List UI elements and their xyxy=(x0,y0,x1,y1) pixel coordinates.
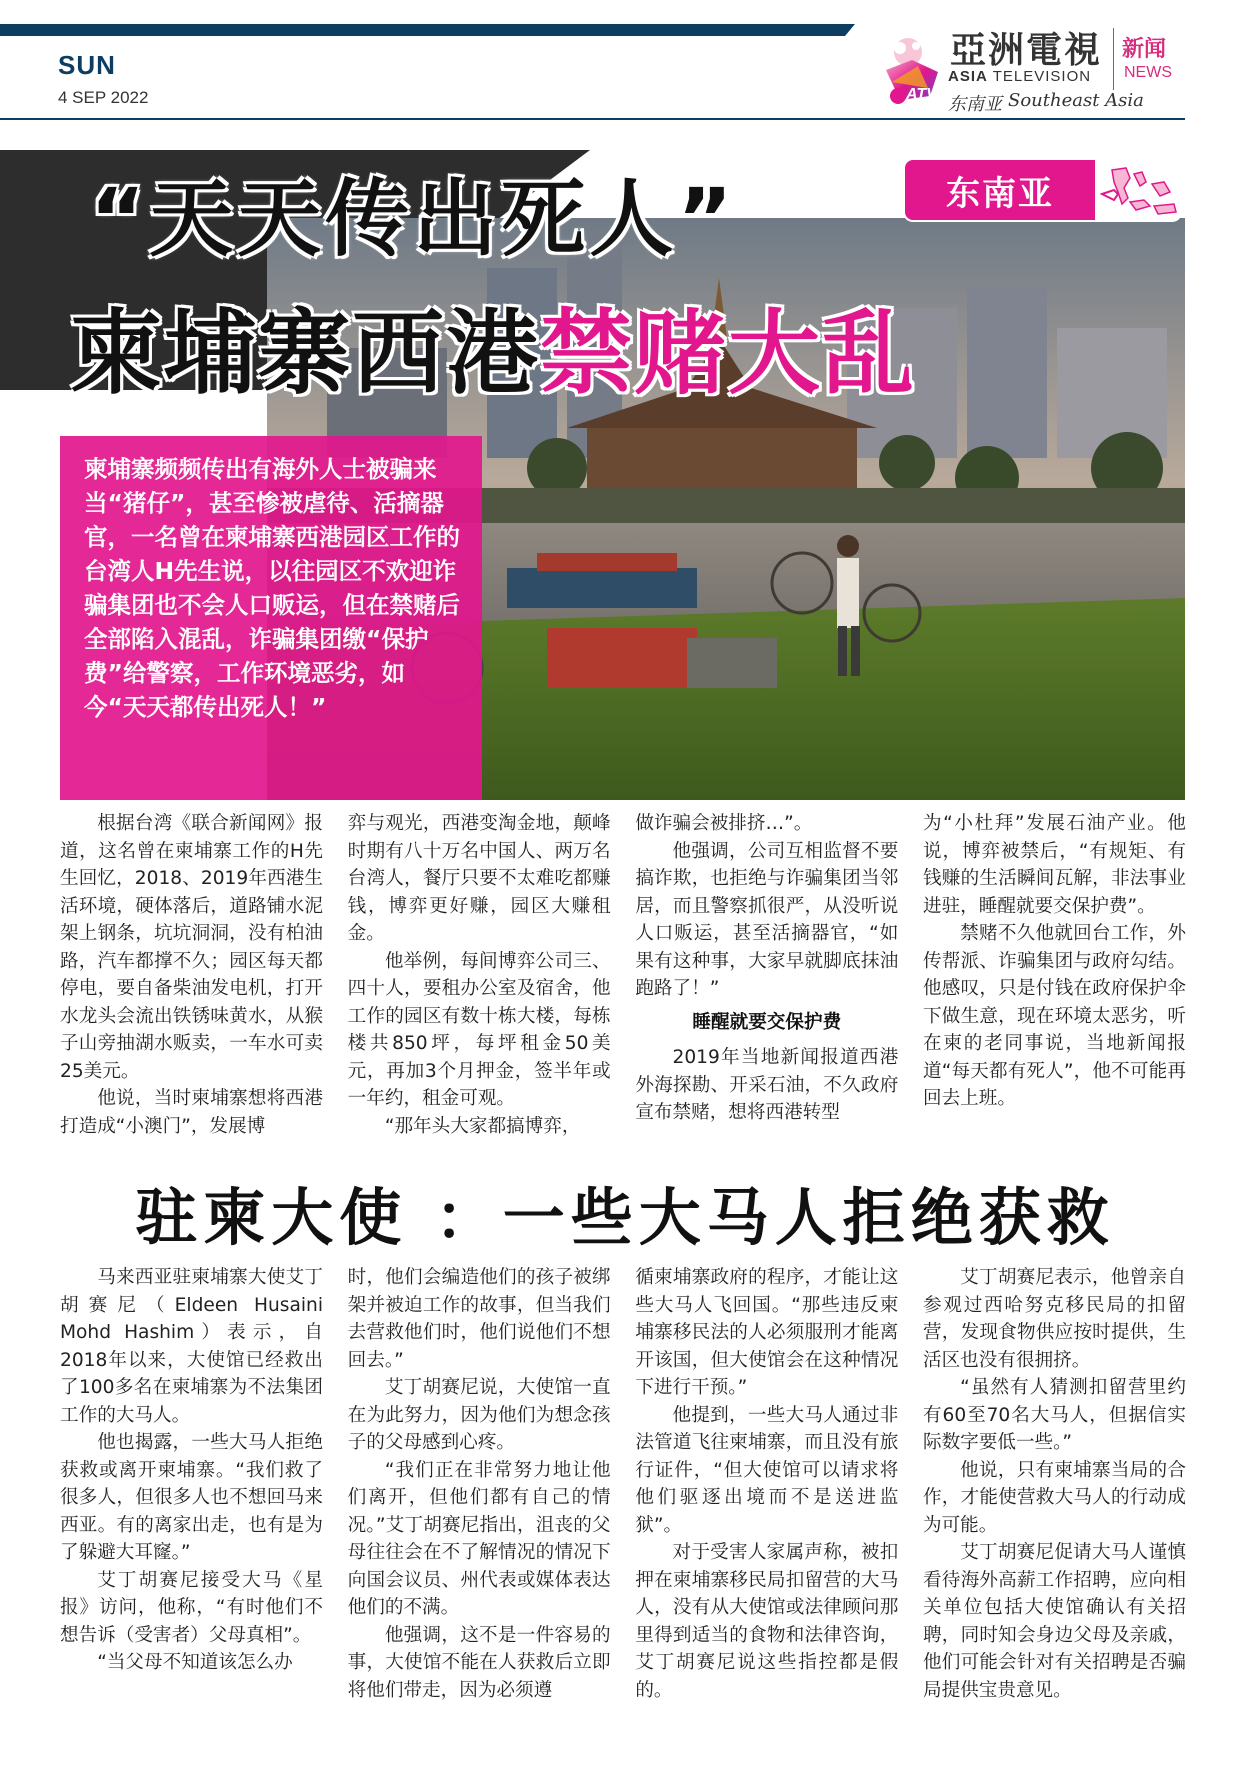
paragraph: “当父母不知道该怎么办 xyxy=(97,1652,293,1673)
lede-box: 柬埔寨频频传出有海外人士被骗来当“猪仔”，甚至惨被虐待、活摘器官，一名曾在柬埔寨西港园区工作的台湾人H先生说，以往园区不欢迎诈骗集团也不会人口贩运，但在禁赌后全部陷入混乱，诈骗集团缴“保护费”给警察，工作环境恶劣，如今“天天都传出死人！” xyxy=(60,436,482,800)
headline-main-plain: 柬埔寨西港 xyxy=(70,300,541,407)
logo-region-cn: 东南亚 xyxy=(948,94,1002,115)
paragraph: 他举例，每间博弈公司三、四十人，要租办公室及宿舍，他工作的园区有数十栋大楼，每栋楼共850坪，每坪租金50美元，再加3个月押金，签半年或一年约，租金可观。 xyxy=(347,950,611,1109)
article-2-headline: 驻柬大使 ：一些大马人拒绝获救 xyxy=(135,1181,1115,1254)
paragraph: 根据台湾《联合新闻网》报道，这名曾在柬埔寨工作的H先生回忆，2018、2019年西港生活环境，硬体落后，道路铺水泥架上钢条，坑坑洞洞，没有柏油路，汽车都撑不久；园区每天都停电，要自备柴油发电机，打开水龙头会流出铁锈味黄水，从猴子山旁抽湖水贩卖，一车水可卖25美元。 xyxy=(60,813,323,1082)
paragraph: 艾丁胡赛尼表示，他曾亲自参观过西哈努克移民局的扣留营，发现食物供应按时提供，生活区也没有很拥挤。 xyxy=(922,1267,1186,1371)
atv-logo xyxy=(878,20,1188,120)
logo-region-en: Southeast Asia xyxy=(1008,90,1144,111)
article-1-col-4 xyxy=(923,810,1186,1140)
issue-date: 4 SEP 2022 xyxy=(58,88,149,107)
paragraph: “虽然有人猜测扣留营里约有60至70名大马人，但据信实际数字要低一些。” xyxy=(922,1377,1186,1453)
article-2-col-2 xyxy=(348,1264,611,1704)
article-2-col-1 xyxy=(60,1264,323,1704)
paragraph: 艾丁胡赛尼说，大使馆一直在为此努力，因为他们为想念孩子的父母感到心疼。 xyxy=(347,1377,611,1453)
paragraph: 时，他们会编造他们的孩子被绑架并被迫工作的故事，但当我们去营救他们时，他们说他们不想回去。” xyxy=(347,1267,611,1371)
region-tag-label: 东南亚 xyxy=(905,160,1095,220)
article-1-col-2 xyxy=(348,810,611,1140)
paragraph: 对于受害人家属声称，被扣押在柬埔寨移民局扣留营的大马人，没有从大使馆或法律顾问那里得到适当的食物和法律咨询，艾丁胡赛尼说这些指控都是假的。 xyxy=(635,1542,899,1701)
article-1-col-3 xyxy=(635,810,898,1140)
paragraph: 循柬埔寨政府的程序，才能让这些大马人飞回国。“那些违反柬埔寨移民法的人必须服刑才能离开该国，但大使馆会在这种情况下进行干预。” xyxy=(635,1267,899,1398)
logo-badge: ATV xyxy=(906,86,937,103)
logo-name-en-rest: TELEVISION xyxy=(987,68,1092,85)
region-tag xyxy=(905,160,1180,220)
paragraph: 他提到，一些大马人通过非法管道飞往柬埔寨，而且没有旅行证件，“但大使馆可以请求将他们驱逐出境而不是送进监狱”。 xyxy=(635,1404,899,1536)
subheading: 睡醒就要交保护费 xyxy=(692,1011,842,1033)
logo-name-cn: 亞洲電視 xyxy=(950,29,1103,71)
paragraph: 做诈骗会被排挤…”。 xyxy=(635,813,813,834)
paragraph: 他强调，这不是一件容易的事，大使馆不能在人获救后立即将他们带走，因为必须遵 xyxy=(347,1624,611,1701)
southeast-asia-map-icon xyxy=(1100,164,1178,216)
header-top-bar-tip xyxy=(845,24,855,36)
header-top-bar xyxy=(0,24,845,36)
headline-quote: “天天传出死人” xyxy=(90,170,737,268)
article-2 xyxy=(60,1264,1186,1704)
headline-main-highlight: 禁赌大乱 xyxy=(540,300,917,407)
paragraph: 禁赌不久他就回台工作，外传帮派、诈骗集团与政府勾结。他感叹，只是付钱在政府保护伞下做生意，现在环境太恶劣，听在柬的老同事说，当地新闻报道“每天都有死人”，他不可能再回去上班。 xyxy=(922,923,1186,1109)
paragraph: 为“小杜拜”发展石油产业。他说，博弈被禁后，“有规矩、有钱赚的生活瞬间瓦解，非法事业进驻，睡醒就要交保护费”。 xyxy=(922,813,1186,917)
paragraph: 艾丁胡赛尼促请大马人谨慎看待海外高薪工作招聘，应向相关单位包括大使馆确认有关招聘，同时知会身边父母及亲戚，他们可能会针对有关招聘是否骗局提供宝贵意见。 xyxy=(922,1542,1186,1701)
logo-news-en: NEWS xyxy=(1124,64,1172,81)
logo-news-cn: 新闻 xyxy=(1122,37,1167,62)
paragraph: 他说，只有柬埔寨当局的合作，才能使营救大马人的行动成为可能。 xyxy=(922,1459,1186,1536)
article-1 xyxy=(60,810,1186,1140)
article-2-col-4 xyxy=(923,1264,1186,1704)
article-2-col-3 xyxy=(635,1264,898,1704)
paragraph: 马来西亚驻柬埔寨大使艾丁胡赛尼（Eldeen Husaini Mohd Hashim）表示，自2018年以来，大使馆已经救出了100多名在柬埔寨为不法集团工作的大马人。 xyxy=(60,1267,323,1426)
headline-main xyxy=(70,280,916,412)
paragraph: “那年头大家都搞博弈， xyxy=(384,1115,581,1137)
paragraph: 2019年当地新闻报道西港外海探勘、开采石油，不久政府宣布禁赌，想将西港转型 xyxy=(635,1047,899,1123)
paragraph: 弈与观光，西港变淘金地，颠峰时期有八十万名中国人、两万名台湾人，餐厅只要不太难吃都赚钱，博弈更好赚，园区大赚租金。 xyxy=(347,813,611,944)
logo-name-en xyxy=(948,68,1091,85)
issue-day: SUN xyxy=(58,50,116,80)
paragraph: 艾丁胡赛尼接受大马《星报》访问，他称，“有时他们不想告诉（受害者）父母真相”。 xyxy=(60,1569,323,1646)
paragraph: 他强调，公司互相监督不要搞诈欺，也拒绝与诈骗集团当邻居，而且警察抓很严，从没听说人口贩运，甚至活摘器官，“如果有这种事，大家早就脚底抹油跑路了！” xyxy=(635,840,899,999)
logo-divider xyxy=(1113,28,1114,90)
paragraph: “我们正在非常努力地让他们离开，但他们都有自己的情况。”艾丁胡赛尼指出，沮丧的父母往往会在不了解情况的情况下向国会议员、州代表或媒体表达他们的不满。 xyxy=(347,1459,611,1618)
paragraph: 他也揭露，一些大马人拒绝获救或离开柬埔寨。“我们救了很多人，但很多人也不想回马来西亚。有的离家出走，也有是为了躲避大耳窿。” xyxy=(60,1432,323,1563)
article-1-col-1 xyxy=(60,810,323,1140)
paragraph: 他说，当时柬埔寨想将西港打造成“小澳门”，发展博 xyxy=(60,1088,323,1137)
logo-name-en-bold: ASIA xyxy=(948,68,988,85)
